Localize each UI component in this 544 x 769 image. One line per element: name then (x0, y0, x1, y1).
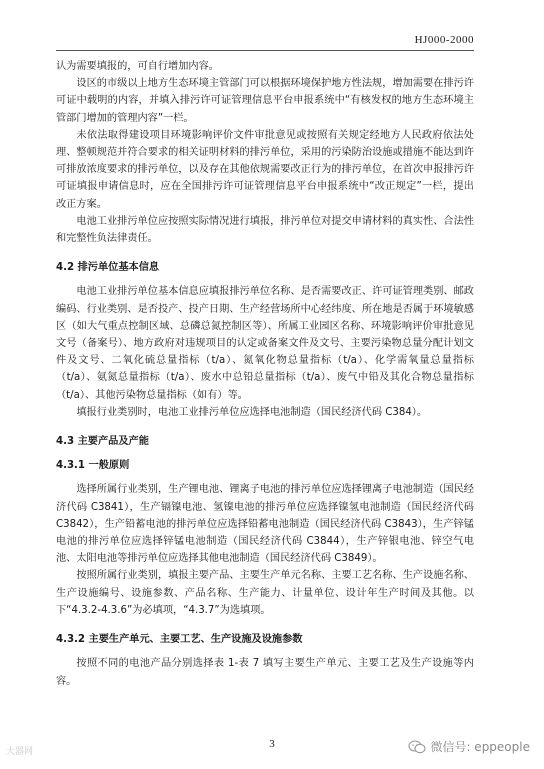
paragraph: 填报行业类别时，电池工业排污单位应选择电池制造（国民经济代码 C384）。 (76, 406, 428, 418)
paragraph: 设区的市级以上地方生态环境主管部门可以根据环境保护地方性法规，增加需要在排污许可证中载明的内容，并填入排污许可证管理信息平台申报系统中“有核发权的地方生态环境主管部门增加的管理内容”一栏。 (56, 78, 474, 124)
wechat-watermark (408, 738, 530, 755)
standard-code: HJ000-2000 (414, 34, 474, 46)
header-rule (56, 50, 474, 51)
paragraph: 按照所属行业类别，填报主要产品、主要生产单元名称、主要工艺名称、生产设施名称、生产设施编号、设施参数、产品名称、生产能力、计量单位、设计年生产时间及其他。以下“4.3.2-4.3.6”为必填项，“4.3.7”为选填项。 (56, 570, 474, 616)
paragraph: 选择所属行业类别，生产锂电池、锂离子电池的排污单位应选择锂离子电池制造（国民经济代码 C3841），生产镉镍电池、氢镍电池的排污单位应选择镍氢电池制造（国民经济代码 C3842），生产铅蓄电池的排污单位应选择铅蓄电池制造（国民经济代码 C3843），生产锌锰电池的排污单位应选择锌锰电池制造（国民经济代码 C3844），生产锌银电池、锌空气电池、太阳电池等排污单位应选择其他电池制造（国民经济代码 C3849）。 (56, 484, 474, 565)
watermark-left: 大器网 (6, 747, 34, 757)
paragraph: 认为需要填报的，可自行增加内容。 (56, 61, 219, 72)
paragraph: 电池工业排污单位应按照实际情况进行填报，排污单位对提交申请材料的真实性、合法性和完整性负法律责任。 (56, 215, 474, 245)
section-heading-4-2: 4.2 排污单位基本信息 (56, 262, 160, 274)
wechat-id: 微信号: eppeople (430, 740, 530, 754)
section-heading-4-3-2: 4.3.2 主要生产单元、主要工艺、生产设施及设施参数 (56, 634, 303, 646)
paragraph: 未依法取得建设项目环境影响评价文件审批意见或按照有关规定经地方人民政府依法处理、整顿规范并符合要求的相关证明材料的排污单位，采用的污染防治设施或措施不能达到许可排放浓度要求的排污单位，以及存在其他依规需要改正行为的排污单位，在首次申报排污许可证填报申请信息时，应在全国排污许可证管理信息平台申报系统中“改正规定”一栏，提出改正方案。 (56, 129, 474, 210)
paragraph: 电池工业排污单位基本信息应填报排污单位名称、是否需要改正、许可证管理类别、邮政编码、行业类别、是否投产、投产日期、生产经营场所中心经纬度、所在地是否属于环境敏感区（如大气重点控制区域、总磷总氮控制区等）、所属工业园区名称、环境影响评价审批意见文号（备案号）、地方政府对违规项目的认定或备案文件及文号、主要污染物总量分配计划文件及文号、二氧化硫总量指标（t/a）、氮氧化物总量指标（t/a）、化学需氧量总量指标（t/a）、氨氮总量指标（t/a）、废水中总铅总量指标（t/a）、废气中铅及其化合物总量指标（t/a）、其他污染物总量指标（如有）等。 (56, 286, 474, 401)
document-body (56, 58, 474, 690)
wechat-icon (408, 740, 426, 754)
page-number: 3 (269, 738, 275, 750)
section-heading-4-3-1: 4.3.1 一般原则 (56, 460, 130, 472)
paragraph: 按照不同的电池产品分别选择表 1-表 7 填写主要生产单元、主要工艺及生产设施等内容。 (56, 658, 474, 687)
section-heading-4-3: 4.3 主要产品及产能 (56, 436, 149, 448)
